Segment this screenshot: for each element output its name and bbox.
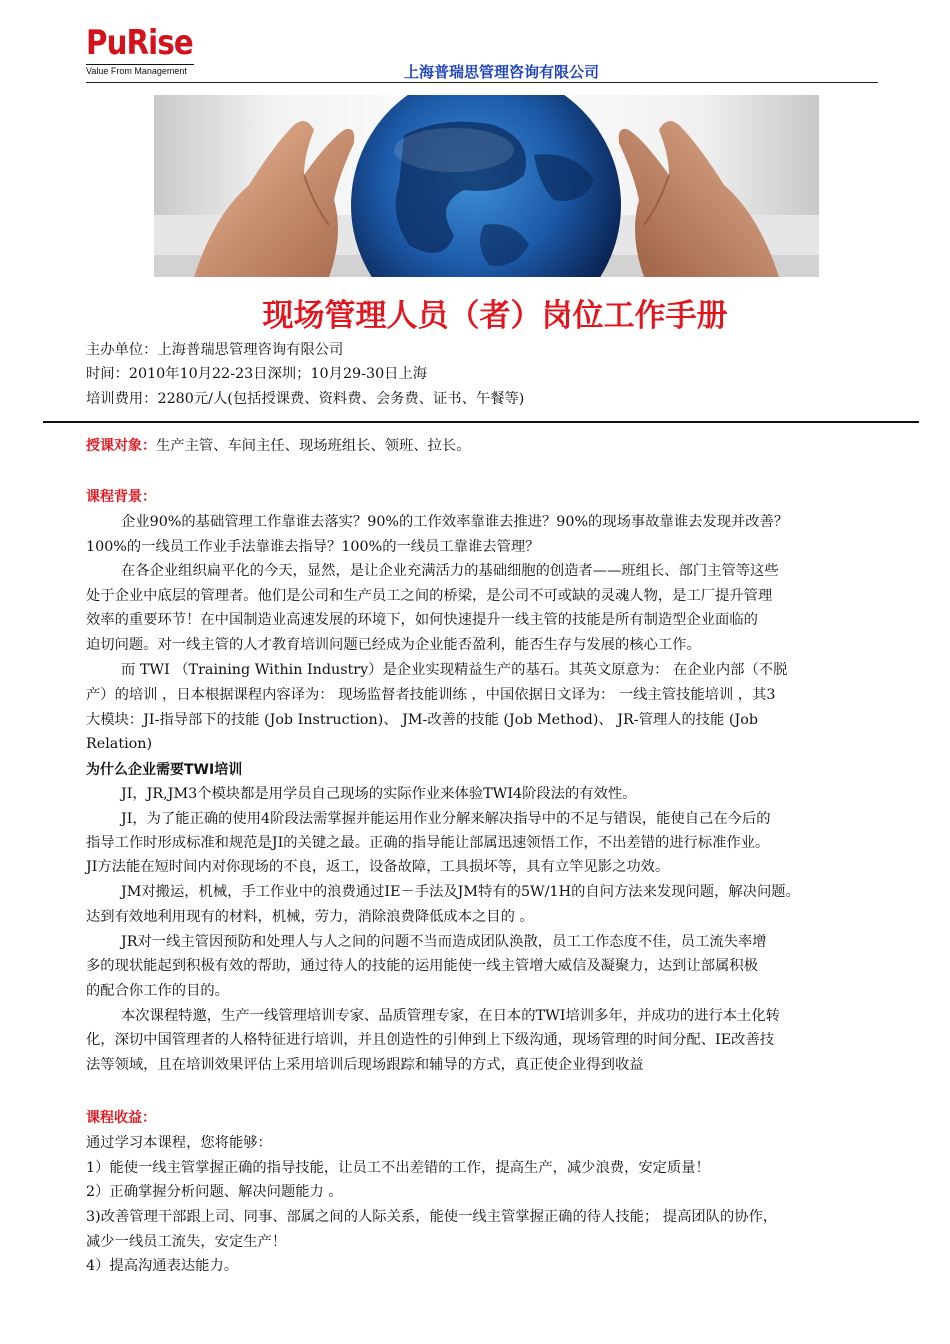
benefits-line: 3)改善管理干部跟上司、同事、部属之间的人际关系，能使一线主管掌握正确的待人技能； 提高团队的协作，	[86, 1209, 778, 1225]
background-line: 在各企业组织扁平化的今天，显然，是让企业充满活力的基础细胞的创造者——班组长、部门主管等这些	[121, 563, 779, 579]
background-line: 迫切问题。对一线主管的人才教育培训问题已经成为企业能否盈利，能否生存与发展的核心工作。	[86, 637, 701, 653]
why-line: JM对搬运，机械，手工作业中的浪费通过IE－手法及JM特有的5W/1H的自问方法来发现问题，解决问题。	[121, 884, 800, 900]
background-line: 处于企业中底层的管理者。他们是公司和生产员工之间的桥梁，是公司不可或缺的灵魂人物，是工厂提升管理	[86, 588, 773, 604]
audience-label: 授课对象：	[86, 438, 156, 454]
benefits-line: 减少一线员工流失，安定生产！	[86, 1234, 287, 1250]
benefits-line: 2）正确掌握分析问题、解决问题能力 。	[86, 1184, 343, 1200]
organizer-line: 主办单位：上海普瑞思管理咨询有限公司	[86, 342, 344, 358]
audience-line	[86, 436, 471, 456]
background-line: 而 TWI （Training Within Industry）是企业实现精益生产的基石。其英文原意为： 在企业内部（不脱	[121, 662, 788, 678]
background-line: 大模块：JI-指导部下的技能 (Job Instruction)、 JM-改善的技能 (Job Method)、 JR-管理人的技能 (Job	[86, 712, 758, 728]
why-line: JI方法能在短时间内对你现场的不良，返工，设备故障，工具损坏等，具有立竿见影之功效。	[86, 859, 670, 875]
why-line: 法等领域，且在培训效果评估上采用培训后现场跟踪和辅导的方式，真正使企业得到收益	[86, 1057, 644, 1073]
benefits-line: 通过学习本课程，您将能够：	[86, 1135, 272, 1151]
why-line: JI，JR,JM3个模块都是用学员自己现场的实际作业来体验TWI4阶段法的有效性。	[121, 786, 637, 802]
globe-hands-illustration	[154, 95, 819, 277]
why-line: JI，为了能正确的使用4阶段法需掌握并能运用作业分解来解决指导中的不足与错误，能使自己在今后的	[121, 811, 771, 827]
audience-text: 生产主管、车间主任、现场班组长、领班、拉长。	[156, 438, 471, 454]
benefits-heading: 课程收益：	[86, 1110, 156, 1126]
banner-image	[154, 95, 819, 277]
why-heading: 为什么企业需要TWI培训	[86, 762, 243, 778]
fee-line: 培训费用：2280元/人(包括授课费、资料费、会务费、证书、午餐等)	[86, 391, 525, 407]
why-line: 多的现状能起到积极有效的帮助，通过待人的技能的运用能使一线主管增大威信及凝聚力，达到让部属积极	[86, 958, 758, 974]
background-line: 100%的一线员工作业手法靠谁去指导？100%的一线员工靠谁去管理？	[86, 539, 540, 555]
why-line: 本次课程特邀，生产一线管理培训专家、品质管理专家，在日本的TWI培训多年，并成功的进行本土化转	[121, 1008, 780, 1024]
page-title: 现场管理人员（者）岗位工作手册	[262, 298, 728, 334]
header-divider	[86, 82, 878, 83]
background-line: 效率的重要环节！在中国制造业高速发展的环境下，如何快速提升一线主管的技能是所有制造型企业面临的	[86, 612, 758, 628]
time-line: 时间：2010年10月22-23日深圳；10月29-30日上海	[86, 366, 428, 382]
benefits-line: 4）提高沟通表达能力。	[86, 1258, 239, 1274]
why-line: 的配合你工作的目的。	[86, 983, 229, 999]
section-divider	[43, 421, 919, 423]
why-line: 指导工作时形成标准和规范是JI的关键之最。正确的指导能让部属迅速领悟工作，不出差错的进行标准作业。	[86, 835, 770, 851]
purise-logo	[86, 23, 198, 78]
background-line: 产）的培训 ，日本根据课程内容译为： 现场监督者技能训练 ，中国依据日文译为： 一线主管技能培训 ，其3	[86, 687, 776, 703]
logo-wordmark: PuRise	[86, 23, 193, 63]
why-line: 达到有效地利用现有的材料，机械，劳力，消除浪费降低成本之目的 。	[86, 909, 534, 925]
why-line: 化，深切中国管理者的人格特征进行培训，并且创造性的引伸到上下级沟通，现场管理的时间分配、IE改善技	[86, 1032, 775, 1048]
header-company-name: 上海普瑞思管理咨询有限公司	[404, 63, 600, 81]
background-line: 企业90%的基础管理工作靠谁去落实？90%的工作效率靠谁去推进？90%的现场事故靠谁去发现并改善？	[121, 514, 789, 530]
background-heading: 课程背景：	[86, 489, 156, 505]
benefits-line: 1）能使一线主管掌握正确的指导技能，让员工不出差错的工作，提高生产，减少浪费，安定质量！	[86, 1160, 710, 1176]
why-line: JR对一线主管因预防和处理人与人之间的问题不当而造成团队涣散，员工工作态度不佳，员工流失率增	[121, 934, 767, 950]
background-line: Relation)	[86, 736, 153, 752]
logo-tagline: Value From Management	[86, 64, 194, 76]
